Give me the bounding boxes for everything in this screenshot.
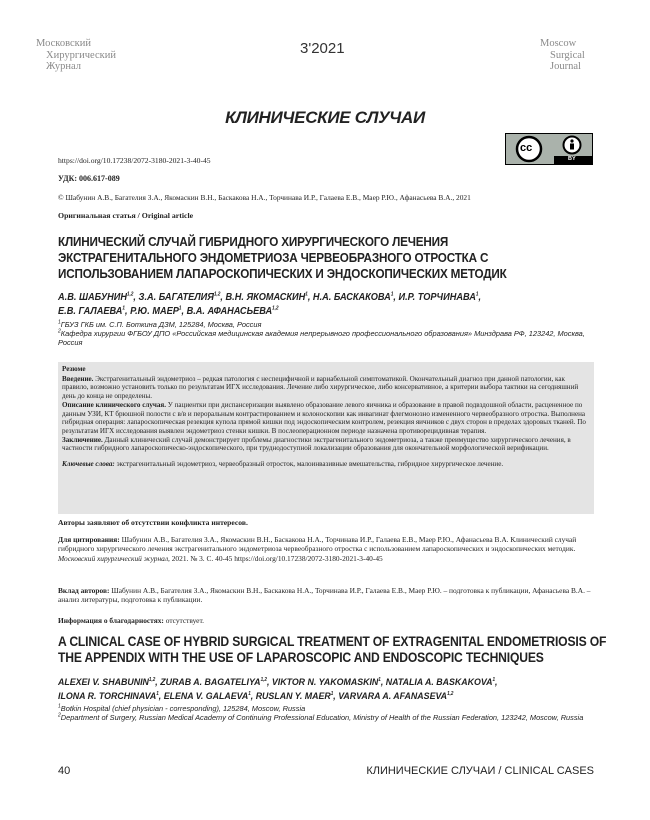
logo-en-line2: Surgical: [550, 50, 585, 61]
author-name: , ELENA V. GALAEVA: [158, 691, 249, 702]
affiliations-ru: [58, 320, 588, 347]
author-sup: 1: [156, 690, 159, 697]
author-contribution: [58, 586, 594, 605]
author-sup: 1: [330, 690, 334, 697]
article-type: Оригинальная статья / Original article: [58, 211, 194, 220]
conflict-statement: Авторы заявляют об отсутствии конфликта интересов.: [58, 518, 248, 527]
author-name: , Н.А. БАСКАКОВА: [307, 292, 391, 303]
section-title: КЛИНИЧЕСКИЕ СЛУЧАИ: [225, 108, 425, 127]
cc-label: cc: [520, 142, 533, 154]
title-en: [58, 634, 650, 666]
author-name: ILONA R. TORCHINAVA: [58, 691, 157, 702]
author-sup: 1: [390, 291, 394, 298]
author-name: , NATALIA A. BASKAKOVA: [380, 677, 493, 688]
author-name: , VIKTOR N. YAKOMASKIN: [266, 677, 379, 688]
author-sup: 1: [475, 291, 479, 298]
author-sup: 1: [178, 305, 182, 312]
title-ru: [58, 234, 556, 282]
author-name: , ZURAB A. BAGATELIYA: [155, 677, 261, 688]
author-sup: 1,2: [272, 305, 279, 312]
affiliations-en: [58, 704, 594, 722]
aff-text: Botkin Hospital (chief physician - corresponding), 125284, Moscow, Russia: [60, 704, 306, 713]
author-name: , VARVARA A. AFANASEVA: [333, 691, 448, 702]
abstract-heading: Резюме: [62, 365, 86, 373]
authors-en: [58, 676, 536, 704]
author-name: , И.Р. ТОРЧИНАВА: [393, 292, 476, 303]
contribution-label: Вклад авторов:: [58, 586, 110, 595]
abstract-case: [62, 401, 590, 436]
footer-section: КЛИНИЧЕСКИЕ СЛУЧАИ / CLINICAL CASES: [366, 765, 594, 777]
aff-text: Department of Surgery, Russian Medical Academy of Continuing Professional Education, Ministry of Health of the Russian Federation, 123242, Moscow, Russia: [60, 713, 584, 722]
authors-ru-line1: [58, 291, 481, 305]
gratitude-text: отсутствует.: [163, 616, 204, 625]
issue-number: 3'2021: [300, 40, 345, 57]
journal-logo-ru-text: [36, 38, 146, 72]
logo-ru-line1: Московский: [36, 38, 91, 49]
author-sup: 1: [378, 676, 381, 683]
author-sup: 1,2: [213, 291, 221, 298]
aff-sup: 1: [58, 319, 61, 326]
keywords-label: Ключевые слова:: [62, 460, 115, 469]
citation-tail: 2021. № 3. С. 40-45 https://doi.org/10.17238/2072-3180-2021-3-40-45: [169, 553, 383, 563]
abstract-conclusion: [62, 436, 590, 453]
journal-logo-en: [540, 38, 620, 72]
aff-text: Кафедра хирургии ФГБОУ ДПО «Российская медицинская академия непрерывного профессионального образования» Минздрава РФ, 123242, Москва, Россия: [58, 329, 585, 347]
logo-ru-line3: Журнал: [46, 61, 82, 72]
cc-by-icon: [506, 134, 592, 164]
gratitude-label: Информация о благодарностях:: [58, 616, 164, 625]
affiliation: [58, 713, 594, 722]
author-name: Е.В. ГАЛАЕВА: [58, 306, 123, 317]
conclusion-label: Заключение.: [62, 435, 103, 444]
author-name: , В.Н. ЯКОМАСКИН: [220, 292, 306, 303]
intro-label: Введение.: [62, 374, 94, 383]
udk: УДК: 006.617-089: [58, 174, 120, 183]
aff-sup: 2: [58, 328, 61, 335]
logo-ru-line2: Хирургический: [46, 50, 116, 61]
contribution-text: Шабунин А.В., Багателия З.А., Якомаскин В.Н., Баскакова Н.А., Торчинава И.Р., Галаева Е.В., Маер Р.Ю. – подготовка к публикации, Афанасьева В.А. – анализ литературы, подготовка к публикации.: [58, 586, 591, 605]
citation-label: Для цитирования:: [58, 535, 120, 544]
authors-ru-line2: [58, 305, 481, 319]
page-number: 40: [58, 765, 71, 777]
author-sup: 1,2: [260, 676, 267, 683]
affiliation: [58, 329, 588, 347]
keywords-text: экстрагенитальный эндометриоз, червеобразный отросток, малоинвазивные вмешательства, гибридное хирургическое лечение.: [114, 460, 504, 469]
title-ru-line: ИСПОЛЬЗОВАНИЕМ ЛАПАРОСКОПИЧЕСКИХ И ЭНДОСКОПИЧЕСКИХ МЕТОДИК: [58, 266, 507, 281]
copyright: © Шабунин А.В., Багателия З.А., Якомаскин В.Н., Баскакова Н.А., Торчинава И.Р., Галаева Е.В., Маер Р.Ю., Афанасьева В.А., 2021: [58, 193, 471, 202]
author-name: , Р.Ю. МАЕР: [124, 306, 179, 317]
author-sup: 1,2: [148, 676, 156, 683]
aff-sup: 2: [58, 712, 61, 719]
author-sep: ,: [478, 292, 482, 303]
aff-text: ГБУЗ ГКБ им. С.П. Боткина ДЗМ, 125284, Москва, Россия: [60, 320, 262, 329]
author-sup: 1: [305, 291, 308, 298]
keywords: [62, 460, 590, 469]
author-name: А.В. ШАБУНИН: [58, 292, 128, 303]
cc-license-badge[interactable]: [505, 133, 593, 165]
aff-sup: 1: [58, 703, 61, 710]
doi-link[interactable]: https://doi.org/10.17238/2072-3180-2021-3-40-45: [58, 156, 211, 165]
author-sup: 1: [492, 676, 496, 683]
citation: [58, 535, 594, 563]
gratitude: [58, 616, 204, 626]
author-sup: 1: [122, 305, 125, 312]
intro-text: Экстрагенитальный эндометриоз – редкая патология с неспецифичной и вариабельной симптоматикой. Окончательный диагноз при данной патологии, как правило, возможно установить только по результатам ИГХ исследования. Лечение либо хирургическое, либо консервативное, а критерии выбора тактики на сегодняшний день до конца не определены.: [62, 374, 579, 401]
by-label: BY: [568, 156, 576, 162]
logo-en-line1: Moscow: [540, 38, 577, 49]
author-name: ALEXEI V. SHABUNIN: [58, 677, 149, 688]
author-name: , З.А. БАГАТЕЛИЯ: [133, 292, 214, 303]
author-sup: 1,2: [127, 291, 134, 298]
case-label: Описание клинического случая.: [62, 400, 167, 409]
title-ru-line: КЛИНИЧЕСКИЙ СЛУЧАЙ ГИБРИДНОГО ХИРУРГИЧЕСКОГО ЛЕЧЕНИЯ: [58, 234, 449, 249]
affiliation: [58, 704, 594, 713]
logo-en-line3: Journal: [550, 61, 581, 72]
citation-text: Шабунин А.В., Багателия З.А., Якомаскин В.Н., Баскакова Н.А., Торчинава И.Р., Галаева Е.В., Маер Р.Ю., Афанасьева В.А. Клинический случай гибридного хирургического лечения экстрагенитального эндометриоза червеобразного отростка с использованием лапароскопических и эндоскопических методик.: [58, 535, 577, 554]
citation-journal: Московский хирургический журнал,: [58, 553, 170, 563]
affiliation: [58, 320, 588, 329]
abstract-intro: [62, 375, 590, 401]
author-name: , В.А. АФАНАСЬЕВА: [181, 306, 273, 317]
authors-en-line1: [58, 676, 498, 690]
conclusion-text: Данный клинический случай демонстрирует проблемы диагностики экстрагенитального эндометриоза, а также преимущество хирургического лечения, в частности гибридного лапароскопическо-эндоскопического, при труднодоступной локализации образования для окончательной морфологической верификации.: [62, 435, 571, 453]
author-sep: ,: [495, 677, 498, 688]
case-text: У пациентки при диспансеризации выявлено образование левого яичника и образование в правой подвздошной области, расцененное по данным УЗИ, КТ брюшной полости с в/в и пероральным контрастированием и колоноскопии как инвагинат флегмонозно измененного червеобразного отростка. Выполнена гибридная операция: лапароскопическая резекция купола прямой кишки под эндоскопическим контролем, резекция яичников с двух сторон в пределах здоровых тканей. По результатам ИГХ исследования выявлен эндометриоз стенки кишки. В послеоперационном периоде назначена противорецидивная терапия.: [62, 400, 586, 435]
title-en-line: THE APPENDIX WITH THE USE OF LAPAROSCOPIC AND ENDOSCOPIC TECHNIQUES: [58, 650, 544, 665]
author-sup: 1,2: [447, 690, 454, 697]
author-name: , RUSLAN Y. MAER: [250, 691, 331, 702]
title-ru-line: ЭКСТРАГЕНИТАЛЬНОГО ЭНДОМЕТРИОЗА ЧЕРВЕОБРАЗНОГО ОТРОСТКА С: [58, 250, 489, 265]
authors-en-line2: [58, 690, 498, 704]
title-en-line: A CLINICAL CASE OF HYBRID SURGICAL TREATMENT OF EXTRAGENITAL ENDOMETRIOSIS OF: [58, 634, 607, 649]
author-sup: 1: [248, 690, 251, 697]
authors-ru: [58, 291, 518, 319]
abstract-box: [58, 362, 594, 514]
